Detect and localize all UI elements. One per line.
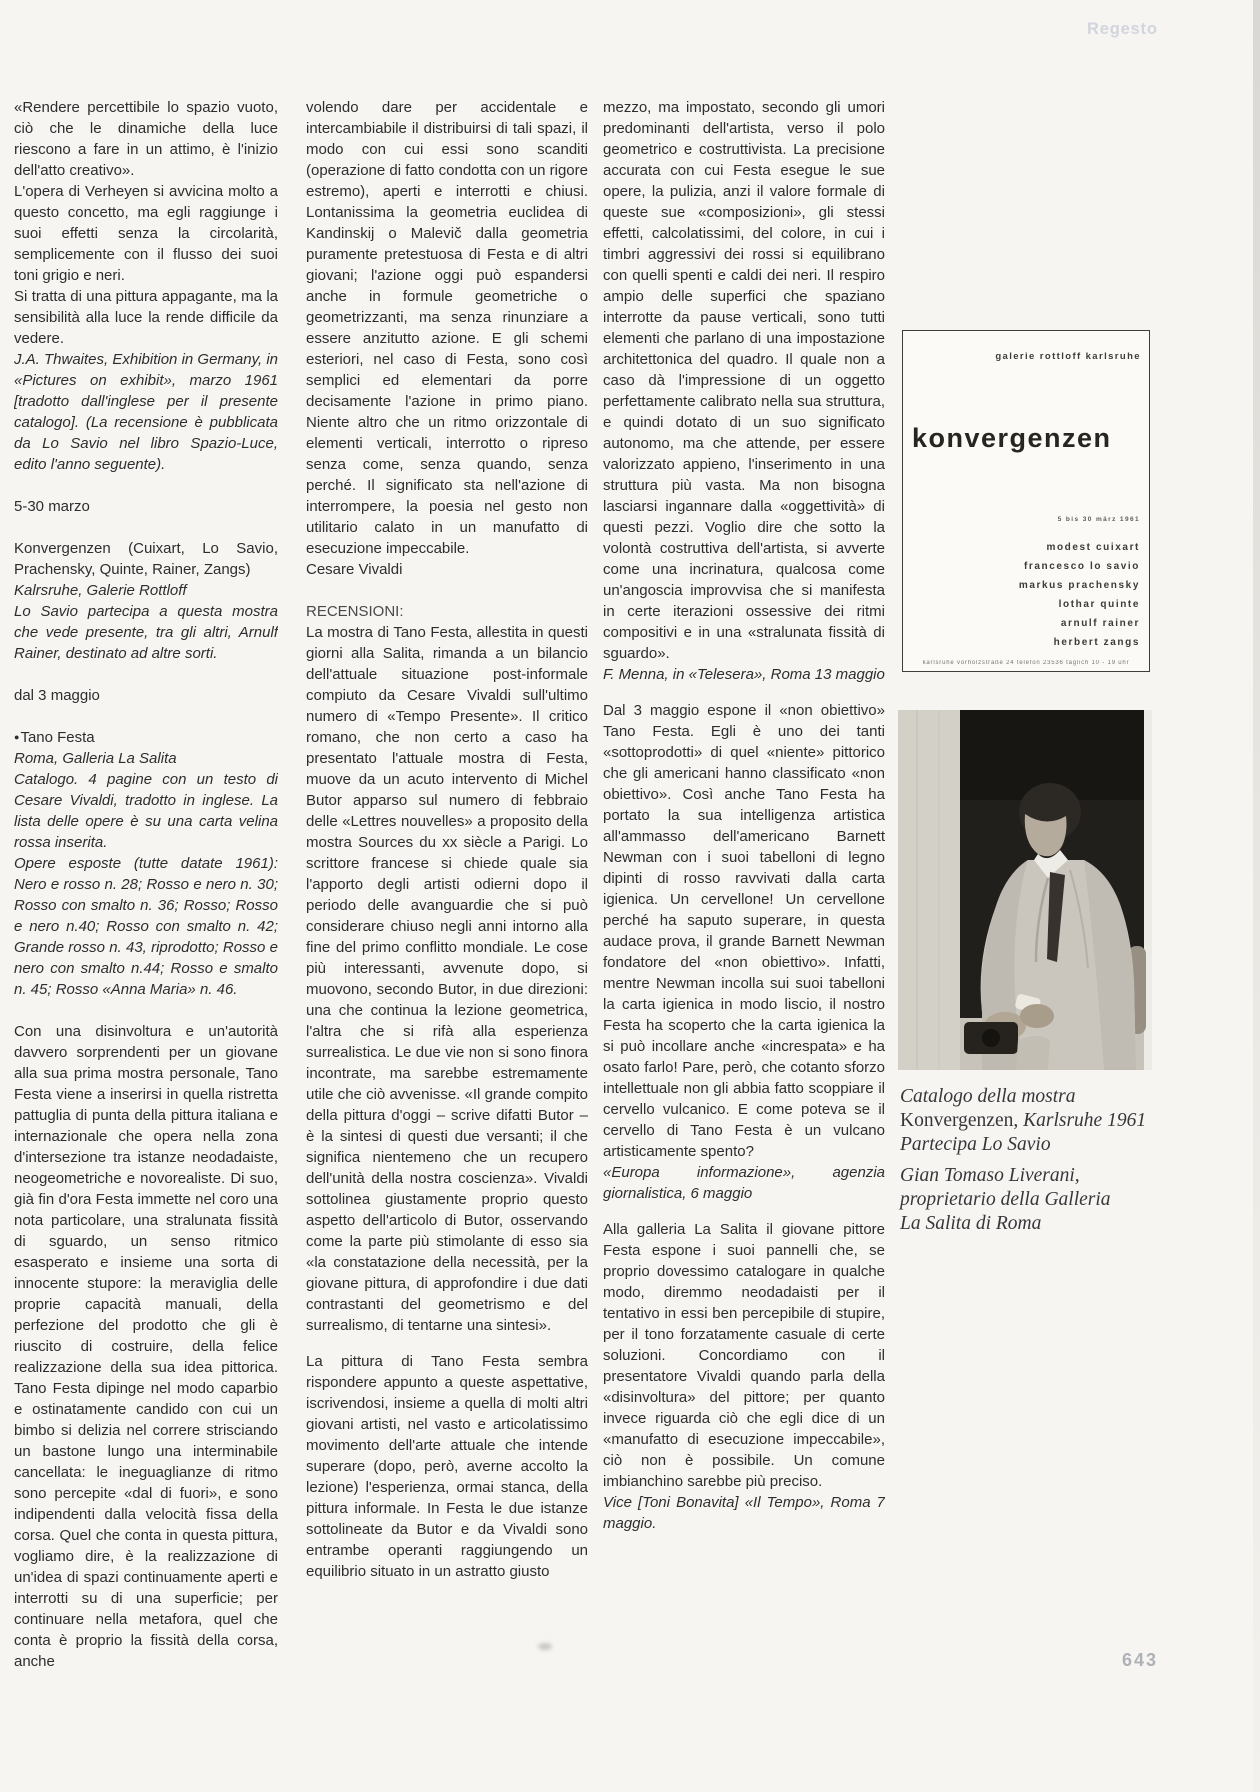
page-edge-shadow [1253, 0, 1260, 1792]
photo-caption-catalog [900, 1085, 1162, 1157]
paragraph: Si tratta di una pittura appagante, ma la sensibilità alla luce la rende difficile da vedere. [14, 288, 278, 347]
review-citation: Vice [Toni Bonavita] «Il Tempo», Roma 7 maggio. [603, 1494, 885, 1532]
card-artist-list [1019, 538, 1140, 652]
paragraph: L'opera di Verheyen si avvicina molto a questo concetto, ma egli raggiunge i suoi effetti senza la circolarità, semplicemente con il flusso dei suoi toni grigio e neri. [14, 183, 278, 284]
author-signature: Cesare Vivaldi [306, 561, 403, 578]
paragraph: Alla galleria La Salita il giovane pittore Festa espone i suoi pannelli che, se proprio dovessimo catalogare in qualche modo, diremmo neodadaisti per il tentativo in essi ben percepibile di stupire, per il tono forzatamente casuale di certe soluzioni. Concordiamo con il presentatore Vivaldi quando parla della «disinvoltura» del pittore; per quanto invece riguarda ciò che egli dice di un «manufatto di esecuzione impeccabile», ciò non è possibile. Un comune imbianchino sarebbe più preciso. [603, 1221, 885, 1490]
caption-title-roman: Konvergenzen, [900, 1110, 1019, 1131]
exhibition-title: Konvergenzen (Cuixart, Lo Savio, Prachensky, Quinte, Rainer, Zangs) [14, 540, 278, 578]
card-artist: francesco lo savio [1023, 561, 1140, 572]
card-artist: arnulf rainer [1060, 618, 1140, 629]
entry-artist-line [14, 727, 278, 748]
review-paragraph: Con una disinvoltura e un'autorità davvero sorprendenti per un giovane alla sua prima mostra personale, Tano Festa viene a inserirsi in quella ristretta pattuglia di punta della pittura italiana e internazionale che opera nella zona d'intersezione tra istanze neodadaiste, neogeometriche e novorealiste. Di suo, già fin d'ora Festa immette nel coro una nota particolare, una stralunata fissità di sguardo, un senso ritmico esasperato e insieme una sorta di innocente stupore: la meraviglia delle proprie capacità manuali, della perfezione del prodotto che gli è riuscito di costruire, della felice realizzazione della sua idea pittorica. Tano Festa dipinge nel modo caparbio e ostinatamente candido con cui un bimbo si delizia nel correre strisciando un bastone lungo una interminabile cancellata: le ineguaglianze di ritmo sono percepite «dal di fuori», e sono indipendenti dalla velocità fissa della corsa. Quel che conta in questa pittura, vogliamo dire, è la realizzazione di un'idea di spazi continuamente aperti e interrotti su di una superficie; per continuare nella metafora, quel che conta è proprio la fissità della corsa, anche [14, 1023, 278, 1670]
date-heading: dal 3 maggio [14, 687, 100, 704]
card-gallery-name: galerie rottloff karlsruhe [995, 351, 1141, 362]
card-artist: herbert zangs [1053, 637, 1140, 648]
photo-gian-tomaso-liverani [898, 710, 1152, 1070]
paragraph: La pittura di Tano Festa sembra rispondere appunto a queste aspettative, iscrivendosi, insieme a quella di molti altri giovani artisti, nel vasto e articolatissimo movimento dell'arte attuale che intende superare (dopo, però, averne accolto la lezione) l'esperienza, ormai stanca, della pittura informale. In Festa le due istanze sottolineate da Butor e da Vivaldi sono entrambe operanti raggiungendo un equilibrio situato in un astratto giusto [306, 1353, 588, 1580]
exhibition-venue: Kalrsruhe, Galerie Rottloff [14, 582, 187, 599]
column-right [603, 97, 885, 1777]
exhibition-note: Lo Savio partecipa a questa mostra che vede presente, tra gli altri, Arnulf Rainer, destinato ad altre sorti. [14, 603, 278, 662]
photo-caption-liverani [900, 1164, 1162, 1236]
caption-place-italic: Karlsruhe 1961 [1023, 1110, 1147, 1131]
card-artist: lothar quinte [1058, 599, 1140, 610]
page-number: 643 [1122, 1650, 1159, 1670]
exhibition-catalog-card [902, 330, 1150, 672]
column-left [14, 97, 278, 1777]
date-heading: 5-30 marzo [14, 498, 90, 515]
card-date-line: 5 bis 30 märz 1961 [1057, 516, 1140, 523]
entry-works-list: Opere esposte (tutte datate 1961): Nero e rosso n. 28; Rosso e nero n. 30; Rosso con smalto n. 36; Rosso; Rosso e nero n.40; Rosso con smalto n. 42; Grande rosso n. 43, riprodotto; Rosso e nero con smalto n.44; Rosso e smalto n. 45; Rosso «Anna Maria» n. 46. [14, 855, 278, 998]
caption-line: Partecipa Lo Savio [900, 1134, 1051, 1155]
review-citation: F. Menna, in «Telesera», Roma 13 maggio [603, 666, 885, 683]
print-smudge [538, 1643, 552, 1650]
paragraph: volendo dare per accidentale e intercambiabile il distribuirsi di tali spazi, il modo con cui essi sono scanditi (operazione di fatto condotta con un rigore estremo), aperti e interrotti e chiusi. Lontanissima la geometria euclidea di Kandinskij o Malevič dalla geometria puramente pretestuosa di Festa e di altri giovani; l'azione oggi può espandersi anche in formule geometriche o geometrizzanti, ma senza rinunziare a essere anzitutto azione. E gli schemi esteriori, nel caso di Festa, sono così semplici ed elementari da porre decisamente l'azione in primo piano. Niente altro che un ritmo orizzontale di elementi verticali, interrotto o ripreso senza come, senza quando, senza perché. Il significato sta nell'azione di interrompere, la poesia nel gesto non utilitario calato in un manufatto di esecuzione impeccabile. [306, 99, 588, 557]
card-address-line: karlsruhe vorholzstraße 24 telefon 23536 täglich 10 - 19 uhr [922, 660, 1130, 666]
caption-line: La Salita di Roma [900, 1213, 1042, 1234]
quote-paragraph: «Rendere percettibile lo spazio vuoto, ciò che le dinamiche della luce riescono a fare in un attimo, è l'inizio dell'atto creativo». [14, 99, 278, 179]
caption-line: Catalogo della mostra [900, 1086, 1076, 1107]
paragraph: Dal 3 maggio espone il «non obiettivo» Tano Festa. Egli è uno dei tanti «sottoprodotti» di quel «niente» pittorico che gli americani hanno classificato «non obiettivo». Così anche Tano Festa ha portato la sua intelligenza artistica all'ammasso dell'americano Barnett Newman con i suoi tabelloni di legno dipinti di rosso ravvivati dalla carta igienica. Un cervellone! Un cervellone perché ha saputo superare, in questa audace prova, il grande Barnett Newman fondatore del «non obiettivo». Infatti, mentre Newman incolla sui suoi tabelloni la carta igienica in modo liscio, il nostro Festa ha scoperto che la carta igienica la si può incollare anche «increspata» e ha osato farlo! Pare, però, che cotanto sforzo intellettuale non gli abbia fatto scoppiare il cervello vulcanico. E come poteva se il cervello di Tano Festa è un vulcano artisticamente spento? [603, 702, 885, 1160]
review-citation: «Europa informazione», agenzia giornalistica, 6 maggio [603, 1164, 885, 1202]
paragraph: mezzo, ma impostato, secondo gli umori predominanti dell'artista, verso il polo geometrico e costruttivista. La precisione accurata con cui Festa esegue le sue opere, la pulizia, anzi il valore formale di queste sue «composizioni», gli stessi effetti, calcolatissimi, del colore, in cui i timbri aggressivi dei rossi si equilibrano con quelli spenti e caldi dei neri. Il respiro ampio delle superfici che spaziano interrotte da pause verticali, sono tutti elementi che parlano di una impostazione architettonica del quadro. Il quale non a caso dà l'impressione di un oggetto perfettamente calibrato nella sua struttura, e quindi dotato di un suo significato autonomo, ma che attende, per essere valorizzato appieno, l'inserimento in una struttura più vasta. Ma non bisogna lasciarsi ingannare dalla «oggettività» di questi pezzi. Voglio dire che sotto la volontà costruttiva dell'artista, si avverte come una incrinatura, qualcosa come un'angoscia improvvisa che si manifesta in certe iterazioni ossessive dei ritmi compositivi e in una «stralunata fissità di sguardo». [603, 99, 885, 662]
card-title: konvergenzen [912, 423, 1112, 453]
portrait-photo-illustration [898, 710, 1152, 1070]
caption-line: proprietario della Galleria [900, 1189, 1111, 1210]
paragraph: La mostra di Tano Festa, allestita in questi giorni alla Salita, rimanda a un bilancio dell'attuale situazione post-informale compiuto da Cesare Vivaldi sull'ultimo numero di «Tempo Presente». Il critico romano, che non certo a caso ha presentato l'attuale mostra di Festa, muove da un acuto intervento di Michel Butor apparso sul numero di febbraio delle «Lettres nouvelles» a proposito della mostra Sources du xx siècle a Parigi. Lo scrittore francese si chiede quale sia l'apporto degli artisti odierni dopo il periodo delle avanguardie che si può considerare chiuso negli anni intorno alla fine del primo conflitto mondiale. Le cose più interessanti, avvenute dopo, si muovono, secondo Butor, in due direzioni: una che continua la lezione geometrica, l'altra che si rifà alla esperienza surrealistica. Le due vie non si sono finora incontrate, ma sarebbe estremamente utile che ciò avvenisse. «Il grande compito della pittura d'oggi – scrive difatti Butor – è la sintesi di questi due versanti; il che significa nientemeno che un recupero dell'unità della nostra coscienza». Vivaldi sottolinea giustamente proprio questo aspetto dell'articolo di Butor, osservando come la parte più stimolante di esso sia «la constatazione della necessità, per la giovane pittura, di approfondire i due dati contrastanti del geometrismo e del surrealismo, di tentarne una sintesi». [306, 624, 588, 1334]
column-middle [306, 97, 588, 1777]
card-artist: modest cuixart [1046, 542, 1140, 553]
entry-artist-name: Tano Festa [20, 729, 95, 746]
caption-line: Gian Tomaso Liverani, [900, 1165, 1080, 1186]
section-label-recensioni: RECENSIONI: [306, 603, 404, 620]
running-head: Regesto [1087, 20, 1158, 38]
card-artist: markus prachensky [1018, 580, 1140, 591]
entry-catalog-note: Catalogo. 4 pagine con un testo di Cesare Vivaldi, tradotto in inglese. La lista delle opere è su una carta velina rossa inserita. [14, 771, 278, 851]
source-citation: J.A. Thwaites, Exhibition in Germany, in «Pictures on exhibit», marzo 1961 [tradotto dall'inglese per il presente catalogo]. (La recensione è pubblicata da Lo Savio nel libro Spazio-Luce, edito l'anno seguente). [14, 351, 278, 473]
entry-bullet-icon: ● [14, 732, 20, 742]
entry-venue: Roma, Galleria La Salita [14, 750, 177, 767]
caption-line [900, 1109, 1162, 1133]
